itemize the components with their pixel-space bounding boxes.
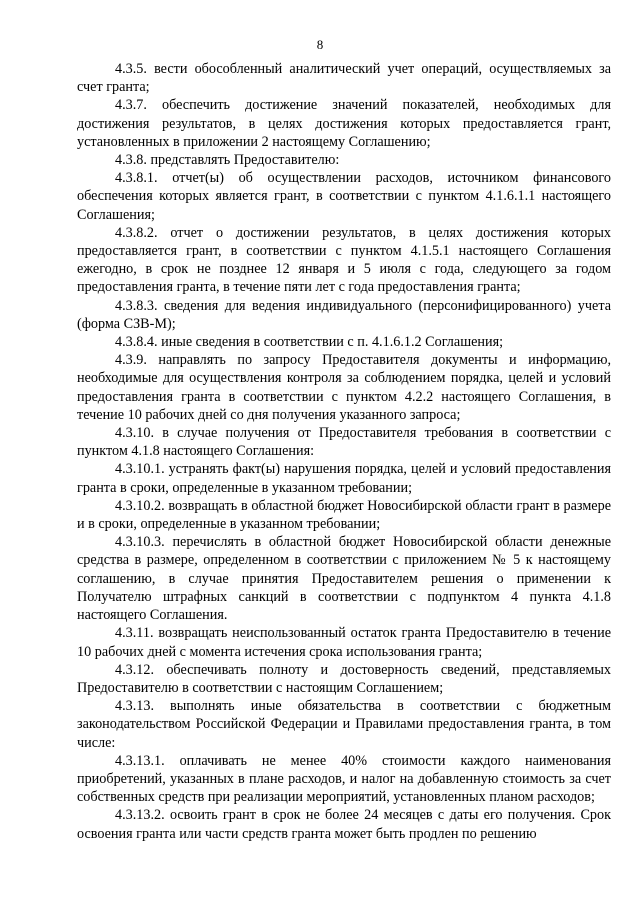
clause-4-3-12: 4.3.12. обеспечивать полноту и достоверность сведений, представляемых Предоставителю в соответствии с настоящим Соглашением; [77, 661, 611, 696]
clause-4-3-13: 4.3.13. выполнять иные обязательства в соответствии с бюджетным законодательством Российской Федерации и Правилами предоставления гранта, в том числе: [77, 698, 611, 751]
clause-4-3-5: 4.3.5. вести обособленный аналитический учет операций, осуществляемых за счет гранта; [77, 61, 611, 96]
clause-4-3-10-2: 4.3.10.2. возвращать в областной бюджет Новосибирской области грант в размере и в сроки, определенные в указанном требовании; [77, 497, 611, 533]
clause-4-3-10-1: 4.3.10.1. устранять факт(ы) нарушения порядка, целей и условий предоставления гранта в сроки, определенные в указанном требовании; [77, 461, 611, 496]
clause-4-3-13-1: 4.3.13.1. оплачивать не менее 40% стоимости каждого наименования приобретений, указанных в плане расходов, и налог на добавленную стоимость за счет собственных средств при реализации мероприятий, установленных планом расходов; [77, 752, 611, 806]
page-number: 8 [316, 37, 324, 52]
clause-4-3-11: 4.3.11. возвращать неиспользованный остаток гранта Предоставителю в течение 10 рабочих дней с момента истечения срока использования гранта; [77, 625, 611, 660]
clause-4-3-10: 4.3.10. в случае получения от Предоставителя требования в соответствии с пунктом 4.1.8 настоящего Соглашения: [77, 425, 611, 460]
clause-4-3-8-1: 4.3.8.1. отчет(ы) об осуществлении расходов, источником финансового обеспечения которых является грант, в соответствии с пунктом 4.1.6.1.1 настоящего Соглашения; [77, 170, 611, 223]
clause-4-3-8: 4.3.8. представлять Предоставителю: [115, 152, 340, 169]
clause-4-3-8-3: 4.3.8.3. сведения для ведения индивидуального (персонифицированного) учета (форма СЗВ-М); [77, 297, 611, 332]
clause-4-3-10-3: 4.3.10.3. перечислять в областной бюджет Новосибирской области денежные средства в размере, определенном в соответствии с приложением № 5 к настоящему соглашению, в случае принятия Предоставителем решения о применении к Получателю штрафных санкций в соответствии с подпунктом 4 пункта 4.1.8 настоящего Соглашения. [77, 534, 611, 624]
clause-4-3-8-4: 4.3.8.4. иные сведения в соответствии с п. 4.1.6.1.2 Соглашения; [115, 334, 504, 351]
document-body [77, 60, 611, 843]
clause-4-3-7: 4.3.7. обеспечить достижение значений показателей, необходимых для достижения результатов, в целях достижения которых предоставляется грант, установленных в приложении 2 настоящему Соглашению; [77, 97, 611, 150]
clause-4-3-8-2: 4.3.8.2. отчет о достижении результатов, в целях достижения которых предоставляется грант, в соответствии с пунктом 4.1.5.1 настоящего Соглашения ежегодно, в срок не позднее 12 января и 5 июля с года, следующего за годом предоставления гранта, в течение пяти лет с года предоставления гранта; [77, 224, 611, 296]
clause-4-3-13-2: 4.3.13.2. освоить грант в срок не более 24 месяцев с даты его получения. Срок освоения гранта или части средств гранта может быть продлен по решению [77, 807, 611, 842]
clause-4-3-9: 4.3.9. направлять по запросу Предоставителя документы и информацию, необходимые для осуществления контроля за соблюдением порядка, целей и условий предоставления гранта в соответствии с пунктом 4.2.2 настоящего Соглашения, в течение 10 рабочих дней со дня получения указанного запроса; [77, 352, 611, 423]
